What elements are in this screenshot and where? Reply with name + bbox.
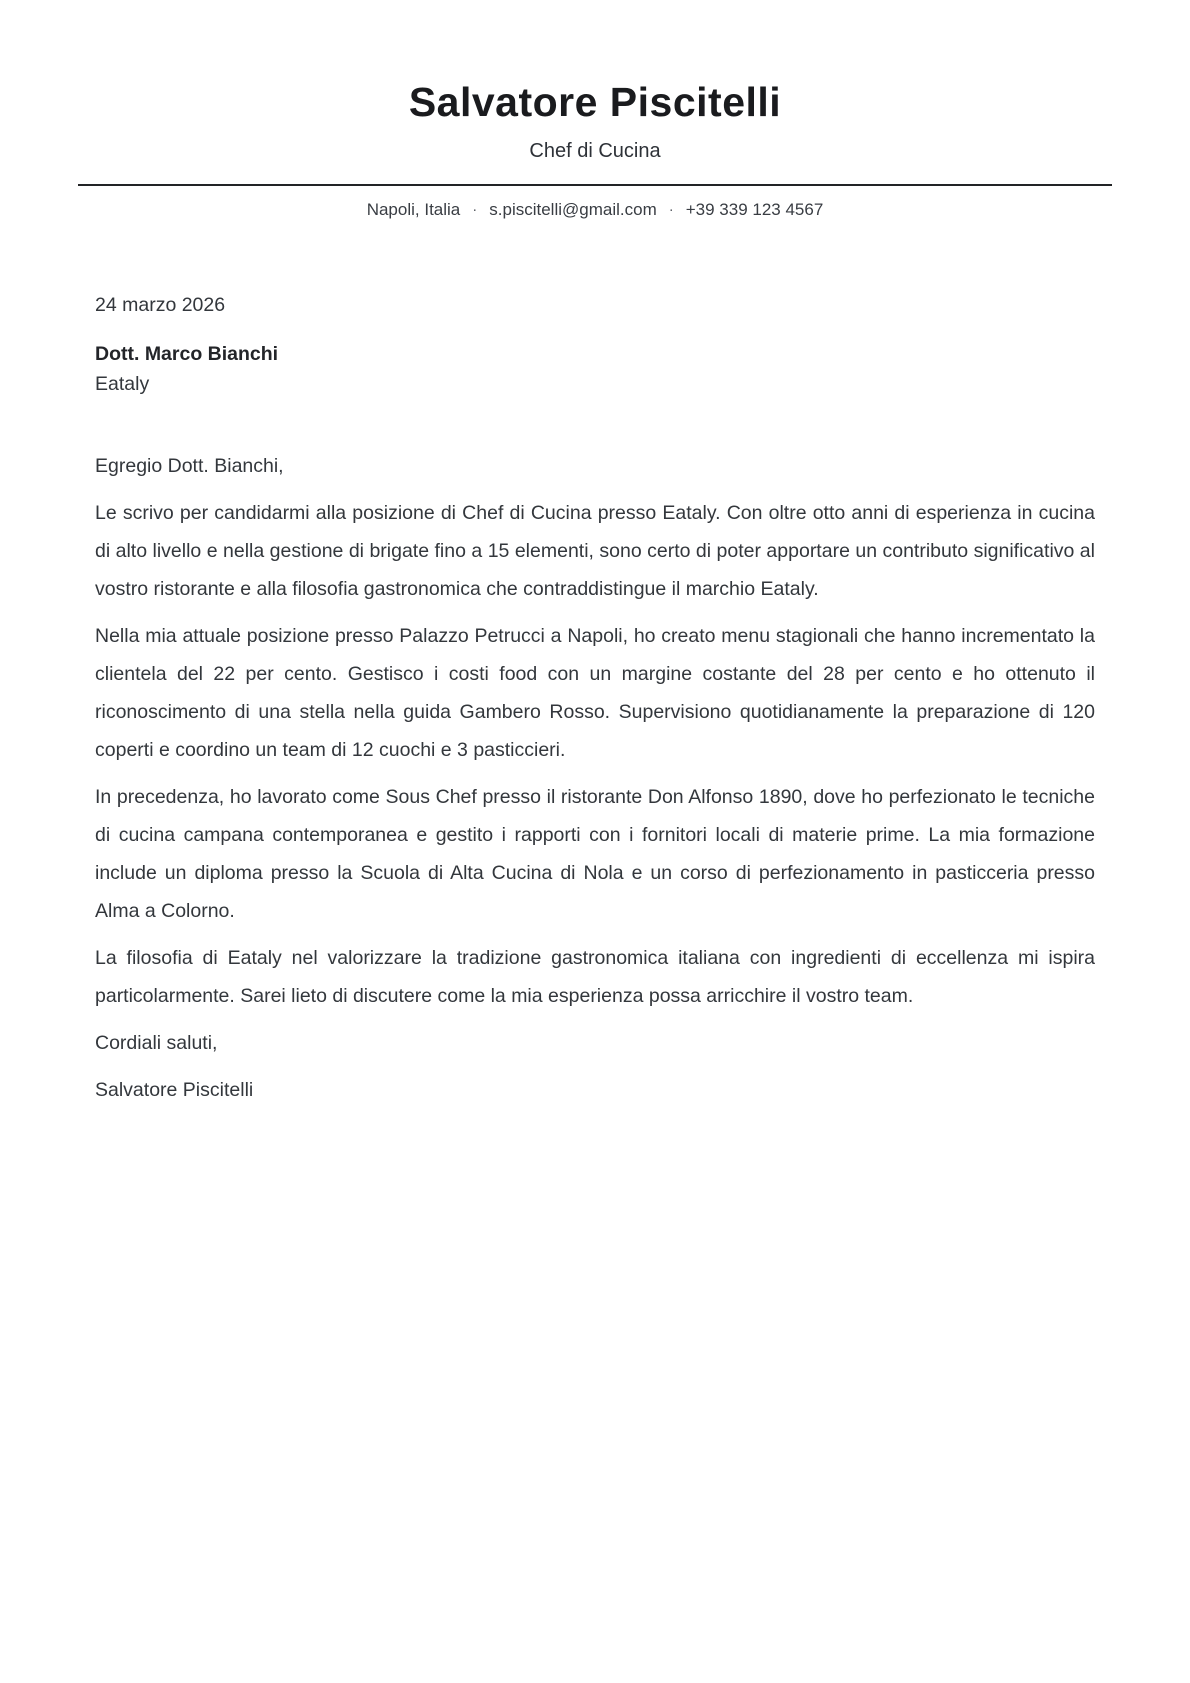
paragraph-4: La filosofia di Eataly nel valorizzare la tradizione gastronomica italiana con ingredienti di eccellenza mi ispira particolarmente. Sarei lieto di discutere come la mia esperienza possa arricchire il vostro team. [95,947,1095,1007]
signature-name: Salvatore Piscitelli [95,1079,254,1101]
separator-dot: · [472,201,478,218]
contact-email: s.piscitelli@gmail.com [489,200,657,219]
contact-line [0,198,1190,222]
letter-body [95,292,1095,1109]
contact-location: Napoli, Italia [366,200,461,219]
closing: Cordiali saluti, [95,1032,218,1054]
paragraph-3: In precedenza, ho lavorato come Sous Chef presso il ristorante Don Alfonso 1890, dove ho perfezionato le tecniche di cucina campana contemporanea e gestito i rapporti con i fornitori locali di materie prime. La mia formazione include un diploma presso la Scuola di Alta Cucina di Nola e un corso di perfezionamento in pasticceria presso Alma a Colorno. [95,786,1095,922]
recipient-company: Eataly [95,373,150,395]
separator-dot: · [668,201,674,218]
recipient-name: Dott. Marco Bianchi [95,343,279,365]
paragraph-2: Nella mia attuale posizione presso Palazzo Petrucci a Napoli, ho creato menu stagionali che hanno incrementato la clientela del 22 per cento. Gestisco i costi food con un margine costante del 28 per cento e ho ottenuto il riconoscimento di una stella nella guida Gambero Rosso. Supervisiono quotidianamente la preparazione di 120 coperti e coordino un team di 12 cuochi e 3 pasticcieri. [95,625,1095,761]
letter-header [0,0,1190,222]
contact-phone: +39 339 123 4567 [685,200,824,219]
candidate-name: Salvatore Piscitelli [408,79,782,125]
paragraph-1: Le scrivo per candidarmi alla posizione di Chef di Cucina presso Eataly. Con oltre otto anni di esperienza in cucina di alto livello e nella gestione di brigate fino a 15 elementi, sono certo di poter apportare un contributo significativo al vostro ristorante e alla filosofia gastronomica che contraddistingue il marchio Eataly. [95,502,1095,600]
letter-date: 24 marzo 2026 [95,294,226,316]
candidate-job-title: Chef di Cucina [529,140,661,162]
salutation: Egregio Dott. Bianchi, [95,455,284,477]
recipient-block [95,339,1095,399]
header-divider [78,184,1112,186]
